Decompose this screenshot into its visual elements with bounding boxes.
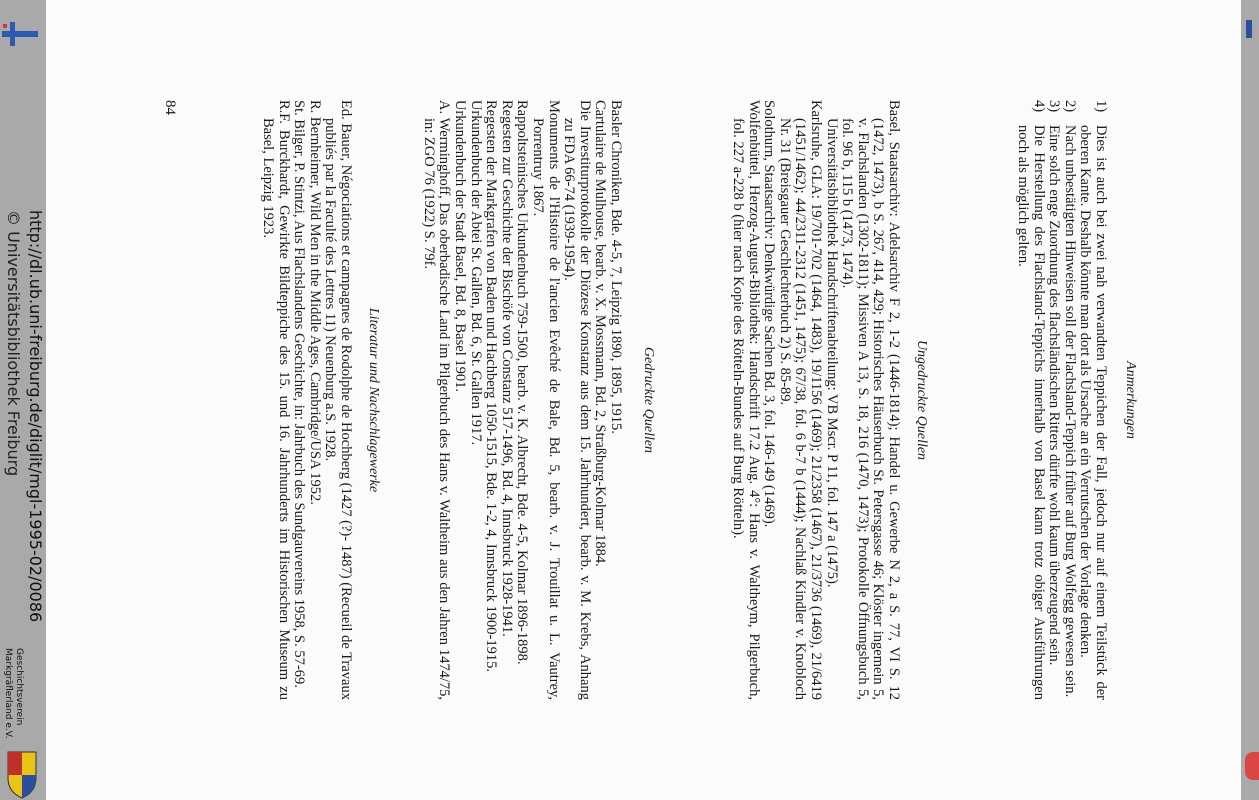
source-entry: Universitätsbibliothek Handschriftenabteilung: VB Mscr. P 11, fol. 147 a (1475).: [823, 118, 840, 588]
ungedruckte-heading: Ungedruckte Quellen: [914, 339, 929, 461]
copyright-note: © Universitätsbibliothek Freiburg: [4, 210, 23, 477]
note-item: 2) Nach unbestätigten Hinweisen soll der Flachsland-Teppich früher auf Burg Wolfegg gewesen sein.: [1061, 100, 1078, 698]
literatur-list: [259, 100, 353, 700]
source-entry: Cartulaire de Mulhouse, bearb. v. X. Mossmann, Bd. 2, Straßburg-Kolmar 1884.: [592, 100, 609, 567]
literature-entry: R. Bernheimer, Wild Men in the Middle Ages, Cambridge/USA 1952.: [306, 100, 323, 505]
note-item: 4) Die Herstellung des Flachsland-Teppichs innerhalb von Basel kann trotz obiger Ausführungen noch als möglich gelten.: [1015, 100, 1047, 700]
literature-entry: Ed. Bauer, Négociations et campagnes de Rodolphe de Hochberg (1427 (?)- 1487) (Recueil de Travaux publiés par la Faculté des Lettres 11) Neuenburg a.S. 1928.: [322, 100, 354, 700]
anmerkungen-heading: Anmerkungen: [1123, 361, 1138, 439]
page-number: 84: [162, 100, 178, 115]
note-item: 1) Dies ist auch bei zwei nah verwandten Teppichen der Fall, jedoch nur auf einem Teilstück der oberen Kante. Deshalb könnte man dort als Ursache an ein Verrutschen der Vorlage denken.: [1077, 100, 1109, 700]
society-label: [2, 648, 24, 739]
source-entry: Urkundenbuch der Stadt Basel, Bd. 8, Basel 1901.: [452, 100, 469, 392]
viewer-right-strip: [1241, 0, 1259, 800]
society-crest-icon: [2, 748, 42, 800]
ungedruckte-list: [729, 100, 901, 700]
notes-list: [1014, 100, 1108, 700]
gedruckte-list: [420, 100, 623, 700]
literatur-heading: Literatur und Nachschlagewerke: [366, 307, 381, 493]
right-logo-icon: [1246, 20, 1252, 38]
gedruckte-heading: Gedruckte Quellen: [641, 346, 656, 454]
source-entry: Urkundenbuch der Abtei St. Gallen, Bd. 6, St. Gallen 1917.: [467, 100, 484, 446]
source-entry: Karlsruhe, GLA: 19/701-702 (1464, 1483), 19/1156 (1469); 21/2358 (1467), 21/3736 (1469), 21/6419 (1451/1462); 44/2311-2312 (1451, 1475); 67/38, fol. 6 b-7 b (1444); Nachlaß Kindler v. Knobloch Nr. 31 (Breisgauer Geschlechterbuch 2) S. 85-89.: [776, 100, 825, 700]
document-url[interactable]: http://dl.ub.uni-freiburg.de/diglit/mgl-1995-02/0086: [26, 210, 45, 623]
society-name-line2: Markgräflerland e.V.: [3, 648, 13, 739]
right-crest-icon: [1245, 752, 1259, 780]
source-entry: Regesten der Markgrafen von Baden und Hachberg 1050-1515, Bde. 1-2, 4, Innsbruck 1900-1915.: [483, 100, 500, 672]
source-entry: Die Investiturprotokolle der Diözese Konstanz aus dem 15. Jahrhundert, bearb. v. M. Krebs, Anhang zu FDA 66-74 (1939-1954).: [561, 100, 593, 700]
note-item: 3) Eine solch enge Zuordnung des flachsländischen Ritters dürfte wohl kaum überzeugend sein.: [1046, 100, 1063, 666]
society-name: Geschichtsverein: [14, 648, 24, 726]
source-entry: Wolfenbüttel, Herzog-August-Bibliothek: Handschrift 17.2 Aug. 4°: Hans v. Waltheym, Pilgerbuch, fol. 227 a-228 b (hier nach Kopie des Rötteln-Bundes auf Burg Rötteln).: [730, 100, 762, 700]
source-entry: Regesten zur Geschichte der Bischöfe von Constanz 517-1496, Bd. 4, Innsbruck 1928-1941.: [498, 100, 515, 637]
source-entry: Basler Chroniken, Bde. 4-5, 7, Leipzig 1890, 1895, 1915.: [608, 100, 624, 434]
literature-entry: R.F. Burckhardt, Gewirkte Bildteppiche des 15. und 16. Jahrhunderts im Historischen Museum zu Basel, Leipzig 1923.: [260, 100, 292, 700]
source-entry: Basel, Staatsarchiv: Adelsarchiv F 2, 1-2 (1446-1814); Handel u. Gewerbe N 2, a S. 77, VI S. 12 (1472, 1473), b S. 267, 414, 429; Historisches Häuserbuch St. Petersgasse 46; Klöster ingemein 5, v. Flachslanden (1302-1811); Missiven A 13, S. 18, 216 (1470, 1473); Protokolle Öffnungsbuch 5, fol. 96 b, 115 b (1473, 1474).: [839, 100, 902, 700]
source-entry: Monuments de l'Histoire de l'ancien Evêché de Bale, Bd. 5, bearb. v. J. Trouillat u. L. Vautrey, Porrentruy 1867.: [530, 100, 562, 700]
document-page: [46, 0, 1241, 800]
literature-entry: St. Bilger, P. Stintzi, Aus Flachslandens Geschichte, in: Jahrbuch des Sundgauvereins 1958, S. 57-69.: [291, 100, 308, 688]
page-content: [46, 0, 1241, 800]
source-entry: Rappoltsteinisches Urkundenbuch 759-1500, bearb. v. K. Albrecht, Bde. 4-5, Kolmar 1896-1898.: [514, 100, 531, 665]
source-entry: A. Werminghoff, Das oberbadische Land im Pilgerbuch des Hans v. Waltheim aus den Jahren 1474/75, in: ZGO 76 (1922) S. 79f.: [420, 100, 453, 700]
source-entry: Solothurn, Staatsarchiv: Denkwürdige Sachen Bd. 3, fol. 146-149 (1469).: [761, 100, 778, 528]
